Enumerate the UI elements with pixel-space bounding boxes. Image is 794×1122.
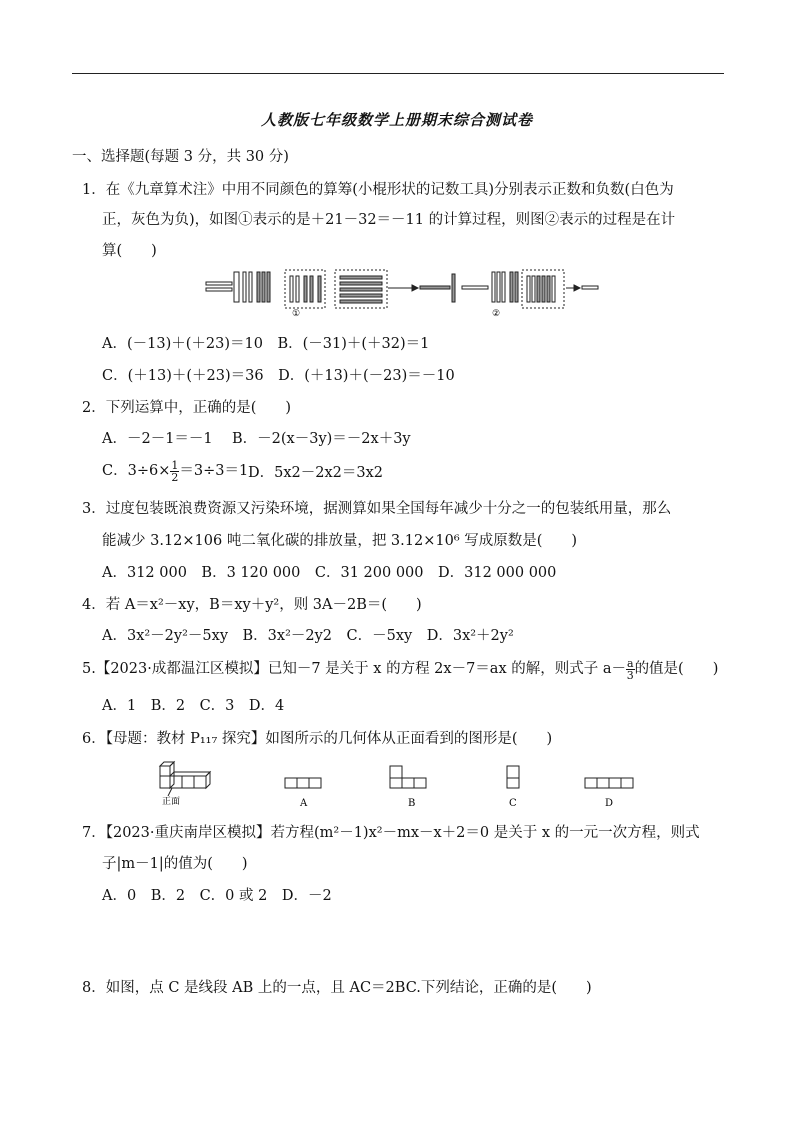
q5-stem-pre: 5.【2023·成都温江区模拟】已知－7 是关于 x 的方程 2x－7＝ax 的解，则式子 a－ (82, 661, 626, 677)
q1-options-ab: A．(－13)＋(＋23)＝10 B．(－31)＋(＋32)＝1 (102, 336, 430, 352)
q2-option-c-pre: C．3÷6× (102, 463, 171, 479)
top-rule (72, 73, 724, 74)
q1-options-cd: C．(＋13)＋(＋23)＝36 D．(＋13)＋(－23)＝－10 (102, 368, 455, 384)
q1-line3: 算( ) (102, 243, 157, 259)
option-b-label: B (408, 798, 416, 809)
q1-line2: 正，灰色为负)，如图①表示的是＋21－32＝－11 的计算过程，则图②表示的过程是在计 (102, 212, 676, 228)
q2-fraction (170, 460, 179, 483)
option-d-figure (585, 778, 633, 788)
frac-numerator: 1 (171, 458, 179, 472)
figure-1-label: ① (292, 309, 301, 318)
q6-stem: 6．【母题：教材 P₁₁₇ 探究】如图所示的几何体从正面看到的图形是( ) (82, 731, 553, 747)
q2-option-b: B．－2(x－3y)＝－2x＋3y (232, 431, 411, 447)
q5-fraction (626, 658, 635, 681)
frac-denominator: 3 (626, 668, 634, 682)
option-b-figure (390, 766, 426, 788)
q2-stem: 2．下列运算中，正确的是( ) (82, 400, 292, 416)
q8-stem: 8．如图，点 C 是线段 AB 上的一点，且 AC＝2BC.下列结论，正确的是( ) (82, 980, 592, 996)
q2-option-c (102, 459, 248, 483)
frac-denominator: 2 (171, 470, 179, 484)
page-title: 人教版七年级数学上册期末综合测试卷 (260, 111, 533, 129)
q4-stem: 4．若 A＝x²－xy，B＝xy＋y²，则 3A－2B＝( ) (82, 597, 422, 613)
section-heading: 一、选择题(每题 3 分，共 30 分) (72, 149, 289, 165)
option-c-figure (507, 766, 519, 788)
q3-options: A．312 000 B．3 120 000 C．31 200 000 D．312 000 000 (102, 565, 557, 581)
q3-line1: 3．过度包装既浪费资源又污染环境，据测算如果全国每年减少十分之一的包装纸用量，那么 (82, 501, 672, 517)
solid-figure (160, 762, 210, 796)
option-a-label: A (300, 798, 308, 809)
q2-option-d: D．5x2－2x2＝3x2 (248, 465, 384, 481)
q2-option-c-post: ＝3÷3＝1 (179, 463, 249, 479)
q5-stem (82, 657, 718, 681)
q4-options: A．3x²－2y²－5xy B．3x²－2y2 C．－5xy D．3x²＋2y² (102, 628, 514, 644)
frac-numerator: a (627, 656, 634, 670)
q7-line1: 7．【2023·重庆南岸区模拟】若方程(m²－1)x²－mx－x＋2＝0 是关于 x 的一元一次方程，则式 (82, 825, 700, 841)
figure-1 (206, 270, 455, 308)
front-view-label: 正面 (162, 797, 181, 807)
option-c-label: C (509, 798, 517, 809)
figure-2-label: ② (492, 309, 501, 318)
q7-options: A．0 B．2 C．0 或 2 D．－2 (102, 888, 332, 904)
figure-2 (462, 270, 598, 308)
option-d-label: D (605, 798, 614, 809)
option-a-figure (285, 778, 321, 788)
counting-rods-figure (200, 266, 600, 318)
q1-line1: 1．在《九章算术注》中用不同颜色的算筹(小棍形状的记数工具)分别表示正数和负数(白色为 (82, 182, 674, 198)
q5-options: A．1 B．2 C．3 D．4 (102, 698, 285, 714)
q5-stem-post: 的值是( ) (634, 661, 719, 677)
q3-line2: 能减少 3.12×106 吨二氧化碳的排放量，把 3.12×10⁶ 写成原数是( ) (102, 533, 578, 549)
q2-option-a: A．－2－1＝－1 (102, 431, 213, 447)
q6-figures (150, 758, 650, 810)
q7-line2: 子|m－1|的值为( ) (102, 856, 248, 872)
